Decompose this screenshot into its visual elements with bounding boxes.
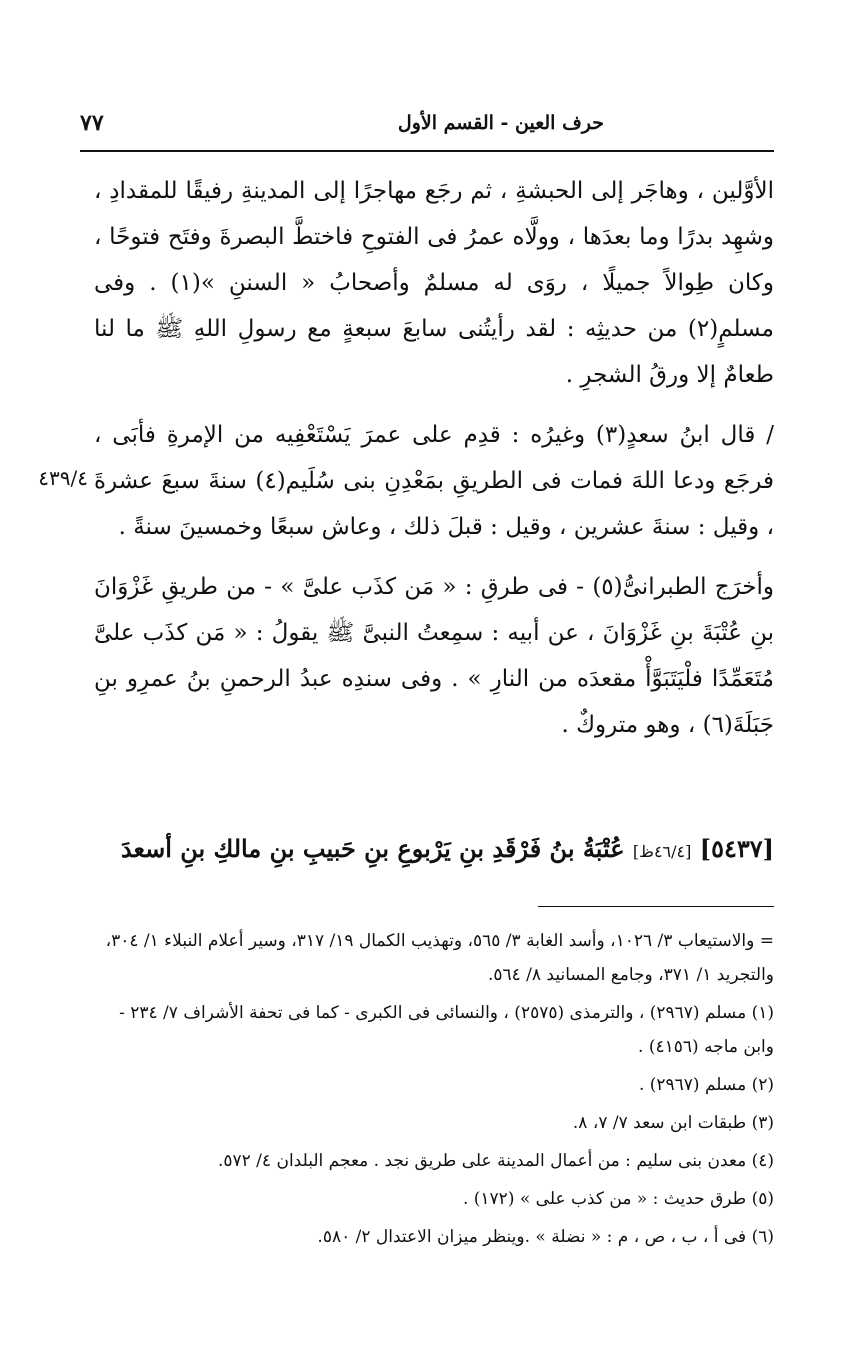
footnote: (١) مسلم (٢٩٦٧) ، والترمذى (٢٥٧٥) ، والنسائى فى الكبرى - كما فى تحفة الأشراف ٧/ ٢٣٤ - وابن ماجه (٤١٥٦) .: [119, 1003, 774, 1057]
footnote: (٣) طبقات ابن سعد ٧/ ٧، ٨.: [572, 1113, 774, 1133]
entry-number: [٥٤٣٧]: [699, 834, 774, 863]
main-text: [94, 168, 774, 748]
paragraph: الأوَّلين ، وهاجَر إلى الحبشةِ ، ثم رجَع مهاجرًا إلى المدينةِ رفيقًا للمقدادِ ، وشهِد بدرًا وما بعدَها ، وولَّاه عمرُ فى الفتوحِ فاختطَّ البصرةَ وفتَح فتوحًا ، وكان طِوالاً جميلًا ، روَى له مسلمٌ وأصحابُ « السننِ »(١) . وفى مسلمٍ(٢) من حديثِه : لقد رأيتُنى سابعَ سبعةٍ مع رسولِ اللهِ ﷺ ما لنا طعامٌ إلا ورقُ الشجرِ .: [94, 178, 774, 388]
footnote-rule: [538, 906, 774, 907]
page-header: [80, 104, 774, 144]
header-rule: [80, 150, 774, 152]
footnote: (٦) فى أ ، ب ، ص ، م : « نضلة » .وينظر ميزان الاعتدال ٢/ ٥٨٠.: [317, 1227, 774, 1247]
running-title: حرف العين - القسم الأول: [397, 112, 604, 134]
paragraph: وأخرَج الطبرانىُّ(٥) - فى طرقِ : « مَن كذَب علىَّ » - من طريقِ غَزْوَانَ بنِ عُتْبَةَ بنِ غَزْوَانَ ، عن أبيه : سمِعتُ النبىَّ ﷺ يقولُ : « مَن كذَب علىَّ مُتَعَمِّدًا فلْيَتَبَوَّأْ مقعدَه من النارِ » . وفى سندِه عبدُ الرحمنِ بنُ عمرِو بنِ جَبَلَةَ(٦) ، وهو متروكٌ .: [94, 574, 774, 738]
manuscript-reference: [٤٦/٤ظ]: [632, 842, 692, 861]
footnote: (٤) معدن بنى سليم : من أعمال المدينة على طريق نجد . معجم البلدان ٤/ ٥٧٢.: [217, 1151, 774, 1171]
footnote: (٢) مسلم (٢٩٦٧) .: [638, 1075, 774, 1095]
margin-reference: ٤٣٩/٤: [38, 466, 88, 490]
entry-name: عُتْبَةُ بنُ فَرْقَدِ بنِ يَرْبوعِ بنِ حَبيبِ بنِ مالكِ بنِ أسعدَ: [120, 834, 625, 863]
footnote: = والاستيعاب ٣/ ١٠٢٦، وأسد الغابة ٣/ ٥٦٥، وتهذيب الكمال ١٩/ ٣١٧، وسير أعلام النبلاء ١/ ٣٠٤، والتجريد ١/ ٣٧١، وجامع المسانيد ٨/ ٥٦٤.: [105, 931, 774, 985]
footnote: (٥) طرق حديث : « من كذب على » (١٧٢) .: [462, 1189, 774, 1209]
footnotes: [94, 924, 774, 1254]
page-number: ٧٧: [80, 110, 104, 136]
paragraph: / قال ابنُ سعدٍ(٣) وغيرُه : قدِم على عمرَ يَسْتَعْفِيه من الإمرةِ فأبَى ، فرجَع ودعا اللهَ فمات فى الطريقِ بمَعْدِنِ بنى سُلَيم(٤) سنةَ سبعَ عشرةَ ، وقيل : سنةَ عشرين ، وقيل : قبلَ ذلك ، وعاش سبعًا وخمسينَ سنةً .: [94, 422, 774, 540]
entry-heading: [94, 834, 774, 863]
